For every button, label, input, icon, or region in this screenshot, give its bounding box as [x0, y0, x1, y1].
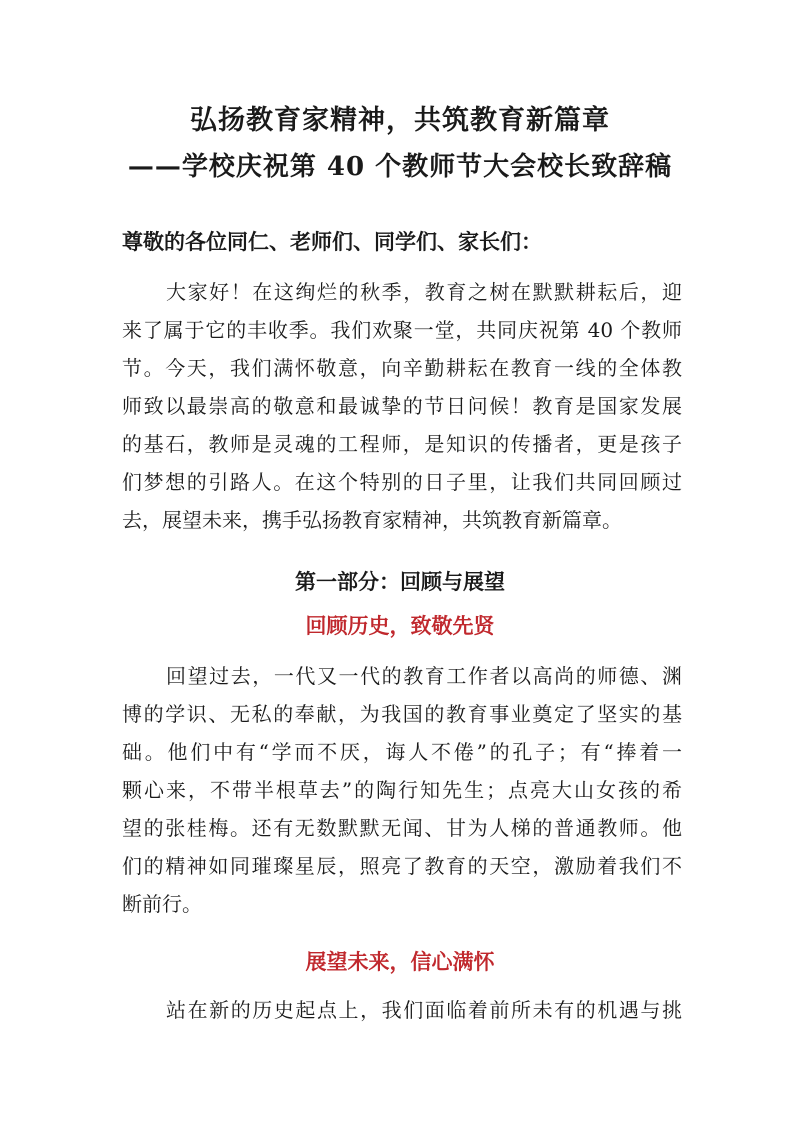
document-title: 弘扬教育家精神，共筑教育新篇章	[190, 105, 610, 136]
text-line: 站在新的历史起点上，我们面临着前所未有的机遇与挑	[166, 998, 682, 1022]
text-line: 的基石，教师是灵魂的工程师，是知识的传播者，更是孩子	[122, 432, 682, 456]
text-line: 师致以最崇高的敬意和最诚挚的节日问候！教育是国家发展	[122, 394, 682, 418]
text-line: 们的精神如同璀璨星辰，照亮了教育的天空，激励着我们不	[122, 854, 682, 878]
text-line: 节。今天，我们满怀敬意，向辛勤耕耘在教育一线的全体教	[122, 356, 682, 380]
text-line: 颗心来，不带半根草去”的陶行知先生；点亮大山女孩的希	[122, 778, 682, 802]
section-heading-future: 展望未来，信心满怀	[305, 950, 495, 974]
text-line: 回望过去，一代又一代的教育工作者以高尚的师德、渊	[166, 664, 682, 688]
part-heading: 第一部分：回顾与展望	[295, 570, 505, 594]
section-heading-history: 回顾历史，致敬先贤	[305, 614, 495, 638]
text-line: 来了属于它的丰收季。我们欢聚一堂，共同庆祝第 40 个教师	[122, 318, 682, 342]
document-subtitle: ——学校庆祝第 40 个教师节大会校长致辞稿	[127, 152, 673, 182]
text-line: 博的学识、无私的奉献，为我国的教育事业奠定了坚实的基	[122, 702, 682, 726]
text-line: 们梦想的引路人。在这个特别的日子里，让我们共同回顾过	[122, 470, 682, 494]
text-line: 大家好！在这绚烂的秋季，教育之树在默默耕耘后，迎	[166, 280, 682, 304]
text-line: 望的张桂梅。还有无数默默无闻、甘为人梯的普通教师。他	[122, 816, 682, 840]
text-line: 础。他们中有“学而不厌，诲人不倦”的孔子；有“捧着一	[122, 740, 682, 764]
text-line: 去，展望未来，携手弘扬教育家精神，共筑教育新篇章。	[122, 508, 622, 532]
text-line: 断前行。	[122, 892, 202, 916]
salutation: 尊敬的各位同仁、老师们、同学们、家长们：	[122, 230, 542, 254]
